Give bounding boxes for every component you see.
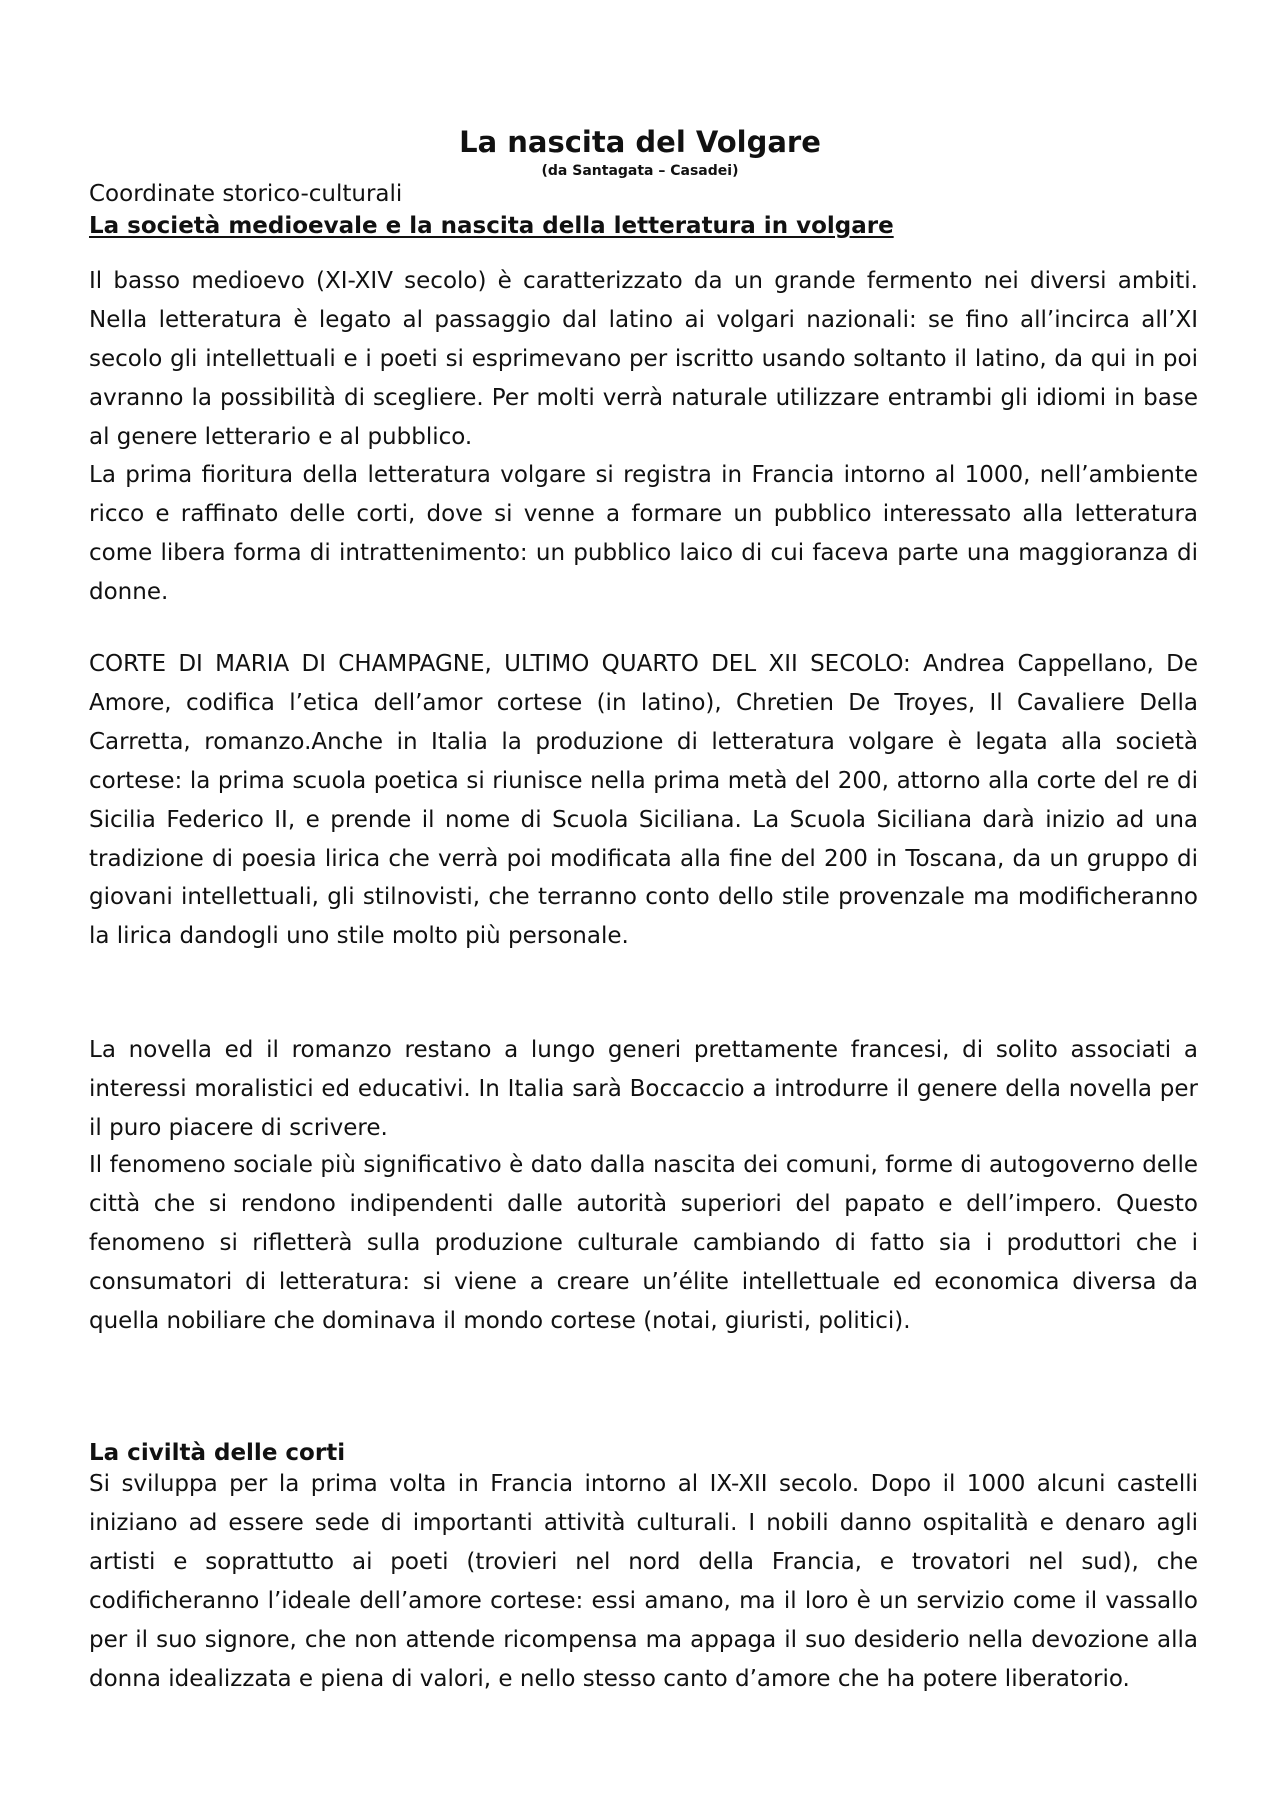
paragraph-prima-fioritura: La prima fioritura della letteratura volgare si registra in Francia intorno al 1000, nell’ambiente ricco e raffinato delle corti, dove si venne a formare un pubblico interessato alla letteratura come libera forma di intrattenimento: un pubblico laico di cui faceva parte una maggioranza di donne.	[89, 462, 1198, 605]
section-heading: La società medioevale e la nascita della letteratura in volgare	[89, 213, 894, 239]
subsection-heading: La civiltà delle corti	[89, 1440, 346, 1466]
paragraph-civilta-corti: Si sviluppa per la prima volta in Francia intorno al IX-XII secolo. Dopo il 1000 alcuni castelli iniziano ad essere sede di importanti attività culturali. I nobili danno ospitalità e denaro agli artisti e soprattutto ai poeti (trovieri nel nord della Francia, e trovatori nel sud), che codificheranno l’ideale dell’amore cortese: essi amano, ma il loro è un servizio come il vassallo per il suo signore, che non attende ricompensa ma appaga il suo desiderio nella devozione alla donna idealizzata e piena di valori, e nello stesso canto d’amore che ha potere liberatorio.	[89, 1471, 1198, 1692]
paragraph-comuni: Il fenomeno sociale più significativo è dato dalla nascita dei comuni, forme di autogoverno delle città che si rendono indipendenti dalle autorità superiori del papato e dell’impero. Questo fenomeno si rifletterà sulla produzione culturale cambiando di fatto sia i produttori che i consumatori di letteratura: si viene a creare un’élite intellettuale ed economica diversa da quella nobiliare che dominava il mondo cortese (notai, giuristi, politici).	[89, 1152, 1198, 1334]
coordinates-label: Coordinate storico-culturali	[89, 181, 403, 207]
paragraph-corte-champagne: CORTE DI MARIA DI CHAMPAGNE, ULTIMO QUARTO DEL XII SECOLO: Andrea Cappellano, De Amore, codifica l’etica dell’amor cortese (in latino), Chretien De Troyes, Il Cavaliere Della Carretta, romanzo.Anche in Italia la produzione di letteratura volgare è legata alla società cortese: la prima scuola poetica si riunisce nella prima metà del 200, attorno alla corte del re di Sicilia Federico II, e prende il nome di Scuola Siciliana. La Scuola Siciliana darà inizio ad una tradizione di poesia lirica che verrà poi modificata alla fine del 200 in Toscana, da un gruppo di giovani intellettuali, gli stilnovisti, che terranno conto dello stile provenzale ma modificheranno la lirica dandogli uno stile molto più personale.	[89, 651, 1198, 950]
document-subtitle: (da Santagata – Casadei)	[541, 163, 739, 179]
paragraph-basso-medioevo: Il basso medioevo (XI-XIV secolo) è caratterizzato da un grande fermento nei diversi ambiti. Nella letteratura è legato al passaggio dal latino ai volgari nazionali: se fino all’incirca all’XI secolo gli intellettuali e i poeti si esprimevano per iscritto usando soltanto il latino, da qui in poi avranno la possibilità di scegliere. Per molti verrà naturale utilizzare entrambi gli idiomi in base al genere letterario e al pubblico.	[89, 268, 1198, 450]
document-title: La nascita del Volgare	[459, 125, 821, 159]
paragraph-novella-romanzo: La novella ed il romanzo restano a lungo generi prettamente francesi, di solito associati a interessi moralistici ed educativi. In Italia sarà Boccaccio a introdurre il genere della novella per il puro piacere di scrivere.	[89, 1037, 1198, 1141]
